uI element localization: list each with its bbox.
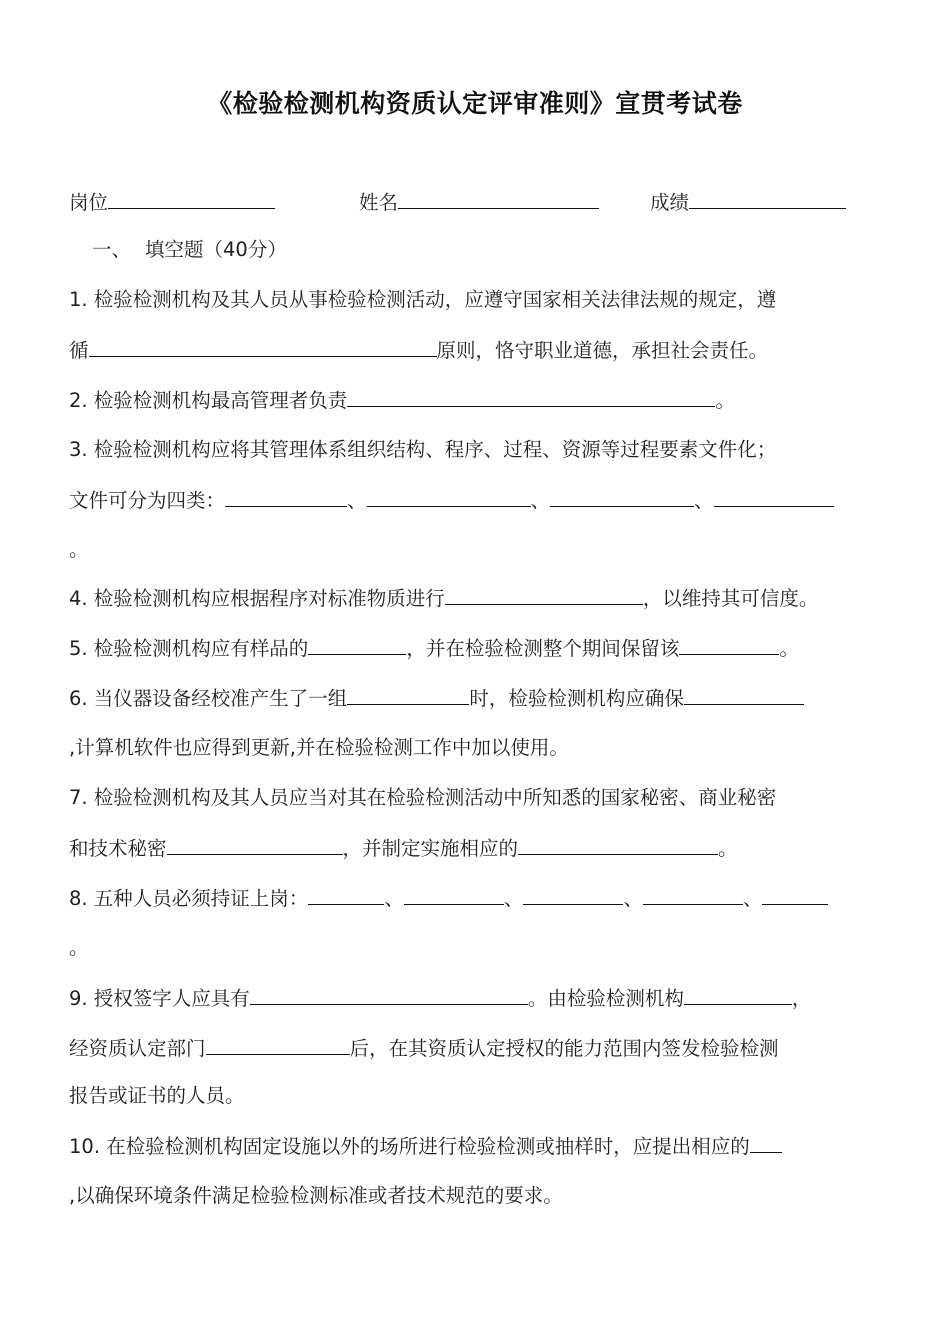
q8-sep: 、 <box>742 887 763 910</box>
q3-end: 。 <box>69 538 89 561</box>
q7-text-c: ，并制定实施相应的 <box>342 837 519 860</box>
q6-line2 <box>69 734 569 762</box>
q5-blank-1[interactable] <box>308 634 406 655</box>
q8-line2 <box>69 934 89 962</box>
q5-text: 5. 检验检测机构应有样品的 <box>69 637 309 660</box>
section-number: 一、 <box>92 238 132 261</box>
q2-line <box>69 386 735 415</box>
q2-text: 2. 检验检测机构最高管理者负责 <box>69 389 348 412</box>
q6-text-c: ,计算机软件也应得到更新,并在检验检测工作中加以使用。 <box>69 736 569 759</box>
q3-sep: 、 <box>530 489 551 512</box>
q9-text-c: ， <box>791 987 812 1010</box>
q3-line1 <box>69 436 776 464</box>
q9-line2 <box>69 1034 779 1063</box>
q3-blank-4[interactable] <box>714 486 834 507</box>
q3-blank-2[interactable] <box>367 486 531 507</box>
exam-title: 《检验检测机构资质认定评审准则》宣贯考试卷 <box>207 89 743 118</box>
q8-line1 <box>69 884 828 913</box>
q1-line2 <box>69 336 768 365</box>
q1-blank[interactable] <box>89 336 437 357</box>
q4-line <box>69 584 818 613</box>
position-blank[interactable] <box>108 188 275 209</box>
q8-end: 。 <box>69 936 89 959</box>
q5-blank-2[interactable] <box>679 634 779 655</box>
section-title: 填空题（40分） <box>145 238 287 261</box>
q3-blank-1[interactable] <box>225 486 347 507</box>
q5-end: 。 <box>779 637 799 660</box>
q2-end: 。 <box>715 389 735 412</box>
section-heading <box>92 236 287 264</box>
q1-text: 1. 检验检测机构及其人员从事检验检测活动，应遵守国家相关法律法规的规定，遵 <box>69 288 777 311</box>
q7-line2 <box>69 834 738 863</box>
q4-text-b: ，以维持其可信度。 <box>642 587 819 610</box>
header-name <box>359 188 599 217</box>
q10-text: 10. 在检验检测机构固定设施以外的场所进行检验检测或抽样时，应提出相应的 <box>69 1135 750 1158</box>
q10-line2 <box>69 1182 563 1210</box>
score-label: 成绩 <box>650 191 690 214</box>
name-label: 姓名 <box>359 191 399 214</box>
q8-blank-1[interactable] <box>308 884 384 905</box>
q8-blank-3[interactable] <box>523 884 623 905</box>
header-score <box>650 188 846 217</box>
q9-blank-2[interactable] <box>684 984 792 1005</box>
q9-line3 <box>69 1082 245 1110</box>
q3-text-b: 文件可分为四类： <box>69 489 226 512</box>
q8-sep: 、 <box>503 887 524 910</box>
q9-text-b: 。由检验检测机构 <box>527 987 684 1010</box>
q3-line2 <box>69 486 834 515</box>
q4-text: 4. 检验检测机构应根据程序对标准物质进行 <box>69 587 445 610</box>
q7-text: 7. 检验检测机构及其人员应当对其在检验检测活动中所知悉的国家秘密、商业秘密 <box>69 786 777 809</box>
q7-line1 <box>69 784 776 812</box>
q2-blank[interactable] <box>347 386 715 407</box>
q3-line3 <box>69 536 89 564</box>
q6-blank-2[interactable] <box>684 684 804 705</box>
q9-blank-1[interactable] <box>250 984 528 1005</box>
q5-line <box>69 634 799 663</box>
q10-blank[interactable] <box>750 1132 782 1153</box>
q9-text-e: 后，在其资质认定授权的能力范围内签发检验检测 <box>349 1037 779 1060</box>
q9-text-f: 报告或证书的人员。 <box>69 1084 245 1107</box>
q6-text-b: 时，检验检测机构应确保 <box>469 687 684 710</box>
score-blank[interactable] <box>689 188 846 209</box>
q10-line1 <box>69 1132 782 1161</box>
position-label: 岗位 <box>69 191 109 214</box>
q1-line1 <box>69 286 776 314</box>
q9-blank-3[interactable] <box>206 1034 350 1055</box>
q10-text-b: ,以确保环境条件满足检验检测标准或者技术规范的要求。 <box>69 1184 563 1207</box>
q8-sep: 、 <box>623 887 643 910</box>
q9-line1 <box>69 984 811 1013</box>
q8-blank-2[interactable] <box>404 884 504 905</box>
q8-text: 8. 五种人员必须持证上岗： <box>69 887 309 910</box>
q1-text-c: 原则，恪守职业道德，承担社会责任。 <box>436 339 769 362</box>
q4-blank[interactable] <box>445 584 643 605</box>
q3-sep: 、 <box>347 489 367 512</box>
q6-text: 6. 当仪器设备经校准产生了一组 <box>69 687 348 710</box>
q8-blank-4[interactable] <box>643 884 743 905</box>
q3-text: 3. 检验检测机构应将其管理体系组织结构、程序、过程、资源等过程要素文件化； <box>69 438 777 461</box>
q1-text-b: 循 <box>69 339 89 362</box>
q7-blank-2[interactable] <box>518 834 718 855</box>
q7-text-b: 和技术秘密 <box>69 837 167 860</box>
q9-text-d: 经资质认定部门 <box>69 1037 206 1060</box>
name-blank[interactable] <box>398 188 599 209</box>
q7-end: 。 <box>718 837 738 860</box>
q5-text-b: ，并在检验检测整个期间保留该 <box>406 637 680 660</box>
q3-blank-3[interactable] <box>550 486 694 507</box>
q6-blank-1[interactable] <box>347 684 469 705</box>
q8-sep: 、 <box>384 887 404 910</box>
q6-line1 <box>69 684 804 713</box>
q3-sep: 、 <box>694 489 714 512</box>
q7-blank-1[interactable] <box>167 834 343 855</box>
q8-blank-5[interactable] <box>762 884 828 905</box>
q9-text: 9. 授权签字人应具有 <box>69 987 250 1010</box>
header-row <box>69 188 275 217</box>
